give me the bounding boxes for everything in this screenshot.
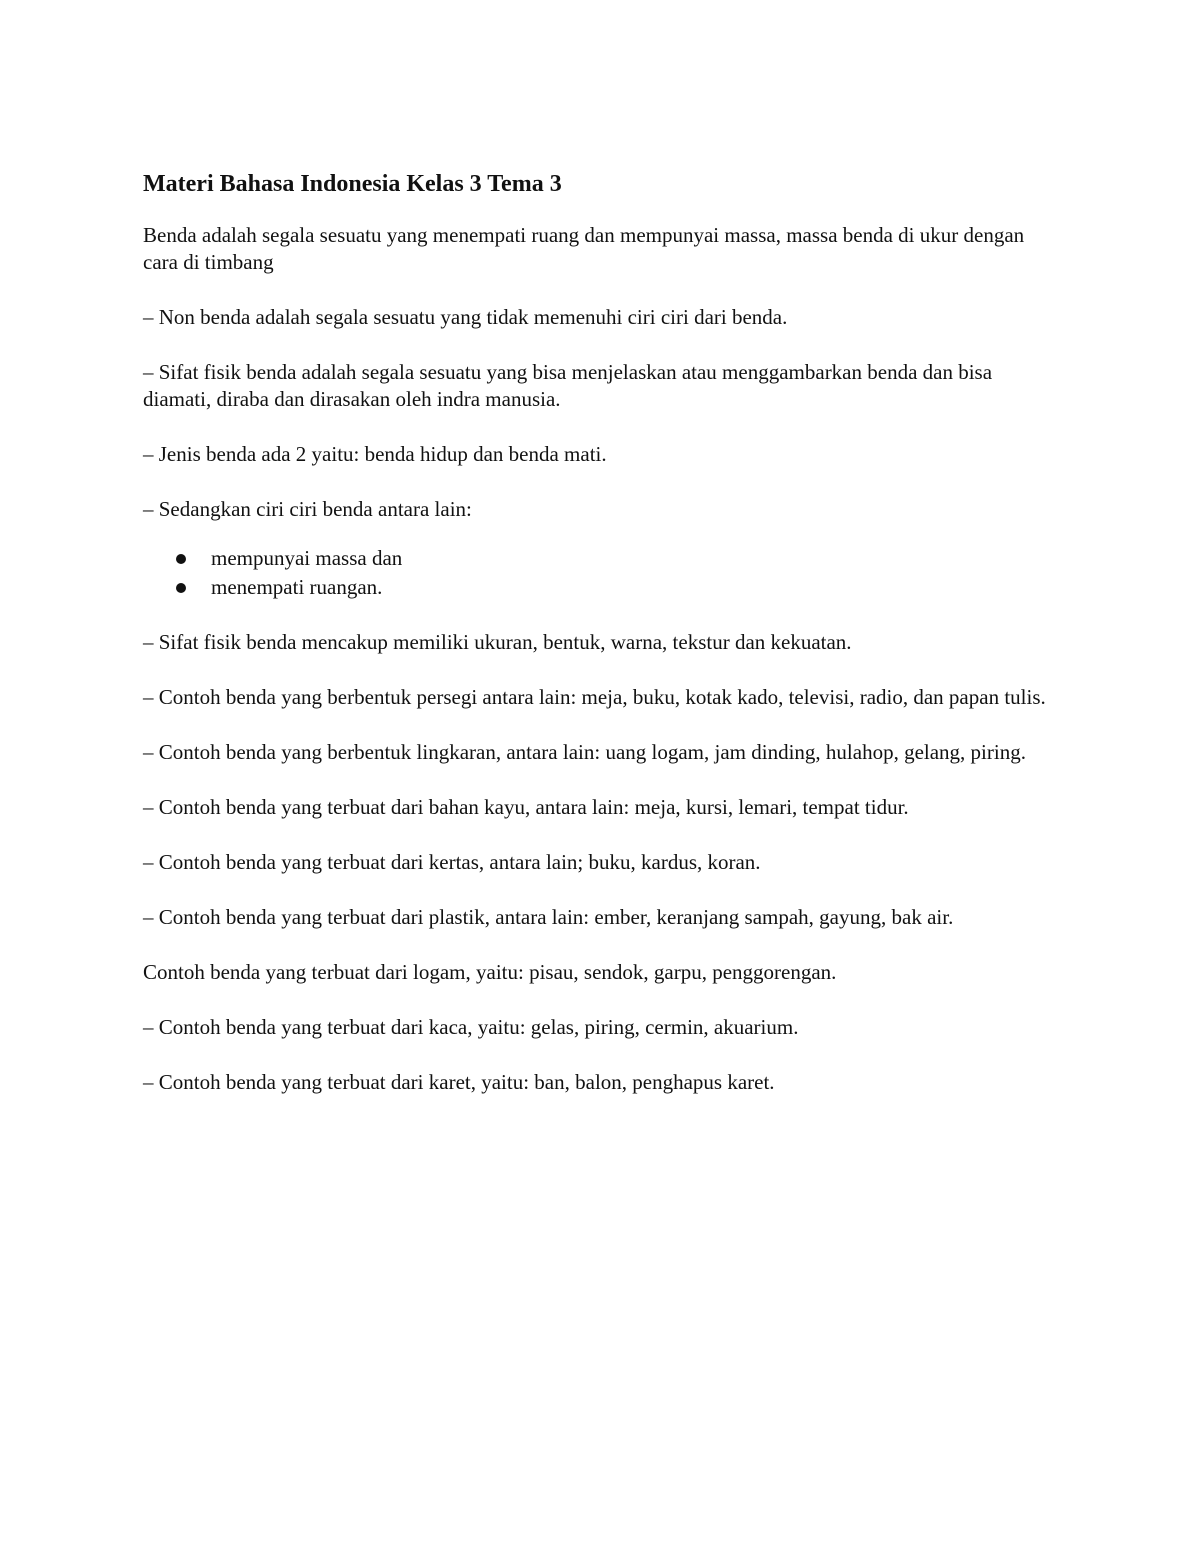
paragraph-contoh-plastik: – Contoh benda yang terbuat dari plastik, antara lain: ember, keranjang sampah, gayung, bak air. xyxy=(143,905,954,929)
paragraph-contoh-lingkaran: – Contoh benda yang berbentuk lingkaran, antara lain: uang logam, jam dinding, hulahop, gelang, piring. xyxy=(143,740,1026,764)
list-item xyxy=(143,573,1063,602)
intro-paragraph: Benda adalah segala sesuatu yang menempati ruang dan mempunyai massa, massa benda di ukur dengan cara di timbang xyxy=(143,223,1025,274)
paragraph-contoh-kayu: – Contoh benda yang terbuat dari bahan kayu, antara lain: meja, kursi, lemari, tempat tidur. xyxy=(143,795,909,819)
paragraph-contoh-logam: Contoh benda yang terbuat dari logam, yaitu: pisau, sendok, garpu, penggorengan. xyxy=(143,960,837,984)
paragraph-ciri-ciri-intro: – Sedangkan ciri ciri benda antara lain: xyxy=(143,497,472,521)
document-title: Materi Bahasa Indonesia Kelas 3 Tema 3 xyxy=(143,171,562,197)
paragraph-contoh-karet: – Contoh benda yang terbuat dari karet, yaitu: ban, balon, penghapus karet. xyxy=(143,1070,775,1094)
paragraph-contoh-kertas: – Contoh benda yang terbuat dari kertas, antara lain; buku, kardus, koran. xyxy=(143,850,761,874)
bullet-icon xyxy=(176,583,186,593)
paragraph-non-benda: – Non benda adalah segala sesuatu yang tidak memenuhi ciri ciri dari benda. xyxy=(143,305,788,329)
bullet-icon xyxy=(176,554,186,564)
paragraph-contoh-kaca: – Contoh benda yang terbuat dari kaca, yaitu: gelas, piring, cermin, akuarium. xyxy=(143,1015,799,1039)
paragraph-sifat-fisik-mencakup: – Sifat fisik benda mencakup memiliki ukuran, bentuk, warna, tekstur dan kekuatan. xyxy=(143,630,852,654)
paragraph-contoh-persegi: – Contoh benda yang berbentuk persegi antara lain: meja, buku, kotak kado, televisi, radio, dan papan tulis. xyxy=(143,685,1046,709)
paragraph-jenis-benda: – Jenis benda ada 2 yaitu: benda hidup dan benda mati. xyxy=(143,442,607,466)
paragraph-sifat-fisik-definition: – Sifat fisik benda adalah segala sesuatu yang bisa menjelaskan atau menggambarkan benda dan bisa diamati, diraba dan dirasakan oleh indra manusia. xyxy=(143,360,993,411)
list-item xyxy=(143,544,1063,573)
list-item-text: mempunyai massa dan xyxy=(211,546,403,570)
document-page xyxy=(143,168,1063,1124)
list-item-text: menempati ruangan. xyxy=(211,575,383,599)
ciri-ciri-list xyxy=(143,544,1063,602)
